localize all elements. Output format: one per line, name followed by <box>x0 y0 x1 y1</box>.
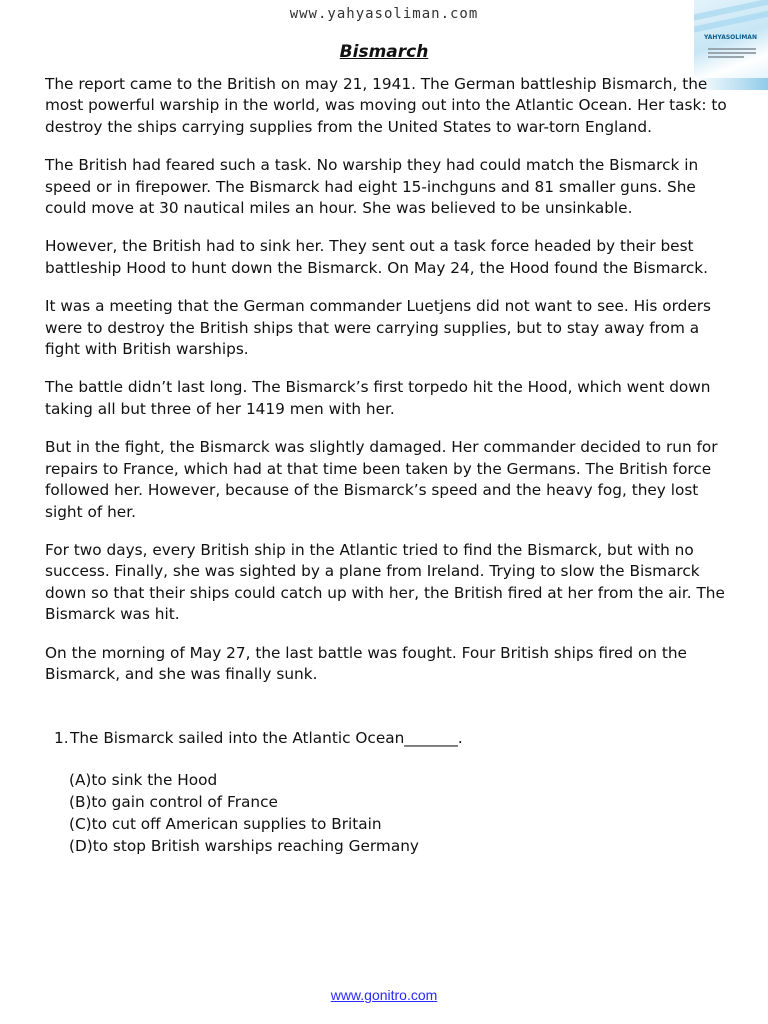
option-b: (B)to gain control of France <box>69 793 278 811</box>
paragraph: The report came to the British on may 21, 1941. The German battleship Bismarch, the most powerful warship in the world, was moving out into the Atlantic Ocean. Her task: to destroy the ships carrying supplies from the United States to war-torn England. <box>45 75 727 136</box>
option-a: (A)to sink the Hood <box>69 771 218 789</box>
paragraph: For two days, every British ship in the Atlantic tried to find the Bismarck, but with no success. Finally, she was sighted by a plane from Ireland. Trying to slow the Bismarck down so that their ships could catch up with her, the British fired at her from the air. The Bismarck was hit. <box>45 540 725 624</box>
question-number: 1. <box>54 729 69 747</box>
document-title: Bismarch <box>339 42 429 62</box>
option-c: (C)to cut off American supplies to Britain <box>69 815 382 833</box>
paragraph: But in the fight, the Bismarck was slightly damaged. Her commander decided to run for repairs to France, which had at that time been taken by the Germans. The British force followed her. However, because of the Bismarck’s speed and the heavy fog, they lost sight of her. <box>45 438 718 521</box>
paragraph: It was a meeting that the German commander Luetjens did not want to see. His orders were to destroy the British ships that were carrying supplies, but to stay away from a fight with British warships. <box>45 297 711 359</box>
answer-options <box>69 769 689 857</box>
paragraph: However, the British had to sink her. They sent out a task force headed by their best battleship Hood to hunt down the Bismarck. On May 24, the Hood found the Bismarck. <box>45 237 709 277</box>
paragraph: The British had feared such a task. No warship they had could match the Bismarck in speed or in firepower. The Bismarck had eight 15-inchguns and 81 smaller guns. She could move at 30 nautical miles an hour. She was believed to be unsinkable. <box>45 156 699 218</box>
question-1 <box>54 727 694 749</box>
paragraph: The battle didn’t last long. The Bismarck’s first torpedo hit the Hood, which went down taking all but three of her 1419 men with her. <box>45 378 711 418</box>
document-body <box>45 74 730 702</box>
question-text: The Bismarck sailed into the Atlantic Ocean_______. <box>70 729 463 747</box>
header-site-url: www.yahyasoliman.com <box>289 6 479 22</box>
option-d: (D)to stop British warships reaching Germany <box>69 837 419 855</box>
footer-link[interactable]: www.gonitro.com <box>330 987 438 1003</box>
logo-text: YAHYASOLIMAN <box>704 34 757 41</box>
paragraph: On the morning of May 27, the last battle was fought. Four British ships fired on the Bismarck, and she was finally sunk. <box>45 643 687 683</box>
